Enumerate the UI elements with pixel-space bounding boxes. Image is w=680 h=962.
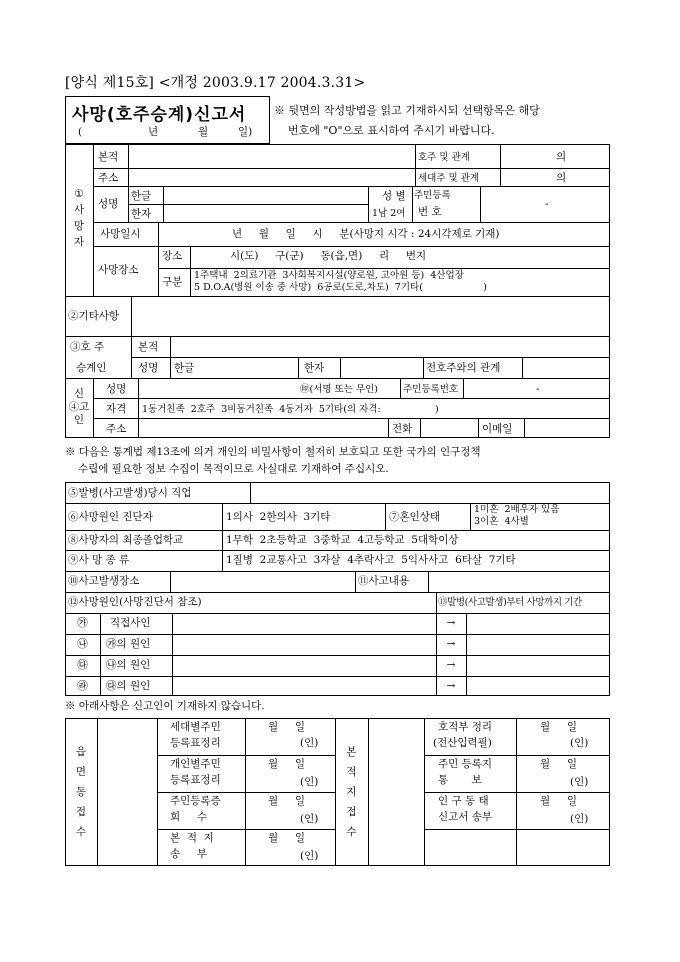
office-right-row2-d1: 월 일 (540, 758, 577, 770)
office-right-row3-l1: 인 구 동 태 (438, 795, 489, 807)
cause-mark-4: ㉱ (77, 680, 88, 692)
hoju-relation-label: 호주 및 관계 (418, 152, 470, 163)
heir-hanja-label: 한자 (304, 362, 325, 374)
office-right-label: 본 적 지 접 수 (346, 746, 357, 838)
cause-label-1: 직접사인 (110, 617, 151, 629)
date-year-label: 년 (148, 126, 159, 138)
division-options-line1[interactable]: 1주택내 2의료기관 3사회복지시설(양로원, 고아원 등) 4산업장 (194, 270, 464, 281)
death-type-options[interactable]: 1질병 2교통사고 3자살 4추락사고 5익사사고 6타살 7기타 (226, 554, 516, 566)
office-left-row2-d1: 월 일 (268, 758, 305, 770)
section4-label: 신 ④고 인 (68, 388, 90, 426)
duration-label: ⑬발병(사고발생)부터 사망까지 기간 (438, 597, 582, 608)
place-fields: 시(도) 구(군) 동(읍,면) 리 번지 (230, 250, 427, 262)
accident-place-label: ⑩사고발생장소 (68, 575, 140, 587)
death-datetime-label: 사망일시 (100, 228, 141, 240)
office-right-row1-l1: 호적부 정리 (438, 721, 493, 733)
cause-arrow-3: → (446, 659, 456, 671)
reporter-sign: ㊞(서명 또는 무인) (300, 384, 379, 395)
form-number-label: [양식 제15호] <개정 2003.9.17 2004.3.31> (65, 75, 366, 91)
office-left-row1-d1: 월 일 (268, 721, 305, 733)
form-title: 사망(호주승계)신고서 (72, 105, 247, 125)
death-cause-label: ⑫사망원인(사망진단서 참조) (68, 596, 202, 608)
cause-arrow-1: → (446, 617, 456, 629)
education-options[interactable]: 1무학 2초등학교 3중학교 4고등학교 5대학이상 (226, 534, 459, 546)
office-left-row1-d2: (인) (300, 737, 319, 749)
section1-label: ① 사 망 자 (73, 188, 85, 248)
date-month-label: 월 (198, 126, 209, 138)
statistics-notice-line1: ※ 다음은 통계법 제13조에 의거 개인의 비밀사항이 철저히 보호되고 또한 국가의 인구정책 (65, 446, 481, 458)
title-notice-line2: 번호에 "O"으로 표시하여 주시기 바랍니다. (288, 124, 495, 137)
resident-no-label2: 번 호 (418, 206, 442, 218)
reporter-name-label: 성명 (106, 383, 127, 395)
name-hangul-label: 한글 (131, 190, 152, 202)
statistics-notice-line2: 수립에 필요한 정보 수집이 목적이므로 사실대로 기재하여 주십시오. (78, 463, 389, 475)
diagnosis-label: ⑥사망원인 진단자 (68, 511, 153, 523)
heir-label-2: 승계인 (76, 362, 107, 374)
reporter-email-label: 이메일 (482, 423, 513, 435)
place-label: 장소 (162, 250, 183, 262)
hoju-relation-value: 의 (556, 151, 567, 163)
office-right-row3-l2: 신고서 송부 (438, 811, 493, 823)
deceased-bonjeok-label: 본적 (98, 151, 119, 163)
office-right-row2-d2: (인) (570, 776, 589, 788)
office-left-row1-l2: 등록표정리 (170, 737, 221, 749)
office-notice: ※ 아래사항은 신고인이 기재하지 않습니다. (65, 700, 265, 712)
office-left-row4-l2: 송 부 (170, 848, 207, 860)
office-left-row4-d1: 월 일 (268, 832, 305, 844)
deceased-address-label: 주소 (98, 172, 119, 184)
office-left-label: 읍 면 동 접 수 (75, 746, 87, 838)
office-right-row2-l1: 주민 등록지 (438, 758, 493, 770)
marital-options-1[interactable]: 1미혼 2배우자 있음 (474, 504, 560, 515)
cause-arrow-2: → (446, 638, 456, 650)
date-paren: ( (78, 126, 83, 138)
office-left-row2-l1: 개인별주민 (170, 758, 221, 770)
household-relation-value: 의 (556, 172, 567, 184)
office-right-row1-d1: 월 일 (540, 721, 577, 733)
office-right-row1-d2: (인) (570, 737, 589, 749)
deceased-name-label: 성명 (98, 198, 119, 210)
heir-name-label: 성명 (138, 362, 159, 374)
occupation-label: ⑤발병(사고발생)당시 직업 (68, 487, 192, 499)
reporter-qualification-options[interactable]: 1동거친족 2호주 3비동거친족 4동거자 5기타(의 자격: ) (142, 404, 439, 415)
death-type-label: ⑨사 망 종 류 (68, 554, 130, 566)
death-datetime-fields: 년 월 일 시 분(사망지 시각 : 24시각제로 기재) (232, 228, 500, 240)
heir-relation-label: 전호주와의 관계 (426, 362, 501, 374)
office-right-row2-l2: 통 보 (438, 774, 482, 786)
office-left-row3-l2: 회 수 (170, 811, 207, 823)
death-place-label: 사망장소 (98, 264, 139, 276)
title-notice-line1: ※ 뒷면의 작성방법을 읽고 기재하시되 선택항목은 해당 (274, 104, 540, 117)
sex-label: 성 별 (382, 190, 406, 202)
office-left-row2-l2: 등록표정리 (170, 774, 221, 786)
cause-mark-3: ㉰ (77, 659, 88, 671)
cause-mark-2: ㉯ (77, 638, 88, 650)
cause-label-3: ㉯의 원인 (106, 659, 151, 671)
sex-options[interactable]: 1남 2여 (372, 208, 406, 219)
heir-label-1: ③호 주 (70, 341, 105, 353)
office-right-row3-d1: 월 일 (540, 795, 577, 807)
office-left-row3-d1: 월 일 (268, 795, 305, 807)
other-matters-label: ②기타사항 (68, 310, 120, 322)
reporter-address-label: 주소 (106, 423, 127, 435)
reporter-qualification-label: 자격 (106, 403, 127, 415)
accident-content-label: ⑪사고내용 (358, 575, 410, 587)
heir-bonjeok-label: 본적 (138, 341, 159, 353)
resident-no-label: 주민등록 (414, 190, 451, 201)
office-left-row1-l1: 세대별주민 (170, 721, 221, 733)
reporter-resident-dash: - (536, 383, 540, 395)
office-left-row3-d2: (인) (300, 813, 319, 825)
cause-mark-1: ㉮ (77, 617, 88, 629)
division-options-line2[interactable]: 5 D.O.A(병원 이송 중 사망) 6공로(도로,차도) 7기타( ) (194, 282, 488, 293)
resident-no-dash: - (545, 198, 549, 210)
heir-hangul-label: 한글 (174, 362, 195, 374)
office-left-row4-d2: (인) (300, 850, 319, 862)
marital-options-2[interactable]: 3이혼 4사별 (474, 516, 529, 527)
date-day-label: 일) (238, 126, 253, 138)
cause-label-4: ㉰의 원인 (106, 680, 151, 692)
household-relation-label: 세대주 및 관계 (418, 173, 480, 184)
cause-arrow-4: → (446, 680, 456, 692)
office-left-row4-l1: 본 적 지 (170, 832, 214, 844)
marital-status-label: ⑦혼인상태 (389, 511, 441, 523)
office-right-row3-d2: (인) (570, 813, 589, 825)
diagnosis-options[interactable]: 1의사 2한의사 3기타 (226, 511, 331, 523)
reporter-resident-label: 주민등록번호 (403, 384, 459, 395)
reporter-phone-label: 전화 (392, 423, 413, 435)
office-left-row3-l1: 주민등록증 (170, 795, 221, 807)
cause-label-2: ㉮의 원인 (106, 638, 151, 650)
education-label: ⑧사망자의 최종졸업학교 (68, 534, 184, 546)
office-left-row2-d2: (인) (300, 776, 319, 788)
office-right-row1-l2: (전산입력필) (433, 737, 492, 749)
division-label: 구분 (162, 276, 183, 288)
name-hanja-label: 한자 (131, 208, 152, 220)
